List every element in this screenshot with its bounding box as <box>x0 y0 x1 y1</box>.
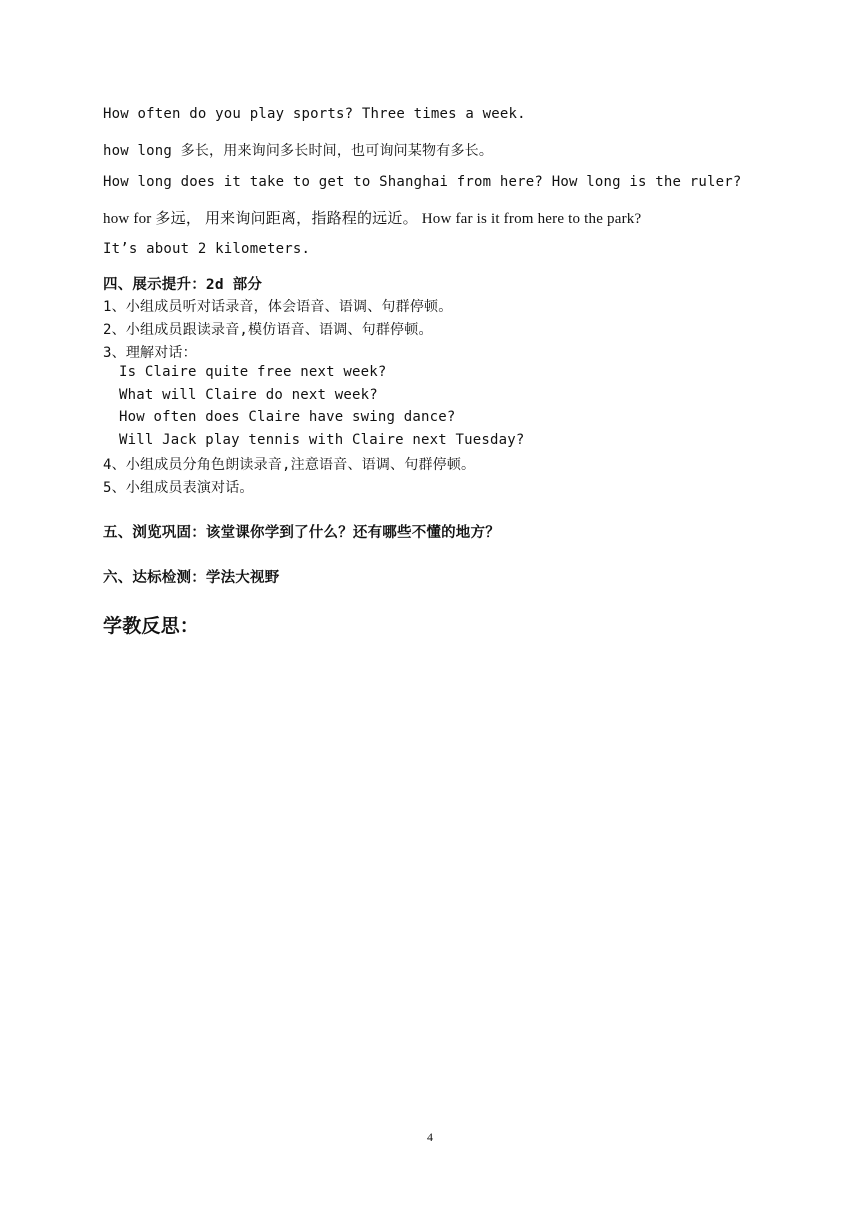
question-2: What will Claire do next week? <box>119 387 378 403</box>
section-4-item-5: 5、小组成员表演对话。 <box>103 480 254 496</box>
section-4-item-2: 2、小组成员跟读录音,模仿语音、语调、句群停顿。 <box>103 322 433 338</box>
reflection-heading: 学教反思： <box>103 615 200 637</box>
page-number: 4 <box>427 1130 433 1144</box>
intro-line-5: It’s about 2 kilometers. <box>103 241 311 257</box>
intro-line-3: How long does it take to get to Shanghai from here? How long is the ruler? <box>103 174 742 190</box>
question-1: Is Claire quite free next week? <box>119 364 387 380</box>
section-5-heading: 五、浏览巩固：该堂课你学到了什么？还有哪些不懂的地方？ <box>103 525 500 541</box>
question-3: How often does Claire have swing dance? <box>119 409 456 425</box>
section-4-item-1: 1、小组成员听对话录音，体会语音、语调、句群停顿。 <box>103 299 453 315</box>
question-4: Will Jack play tennis with Claire next Tuesday? <box>119 432 525 448</box>
section-4-item-3: 3、理解对话： <box>103 345 197 361</box>
intro-line-4: how for 多远， 用来询问距离，指路程的远近。 How far is it from here to the park? <box>103 211 642 227</box>
intro-line-1: How often do you play sports? Three times a week. <box>103 106 526 122</box>
intro-line-2: how long 多长，用来询问多长时间，也可询问某物有多长。 <box>103 143 494 159</box>
section-4-item-4: 4、小组成员分角色朗读录音,注意语音、语调、句群停顿。 <box>103 457 476 473</box>
section-6-heading: 六、达标检测：学法大视野 <box>103 570 280 586</box>
section-4-heading: 四、展示提升：2d 部分 <box>103 277 263 293</box>
